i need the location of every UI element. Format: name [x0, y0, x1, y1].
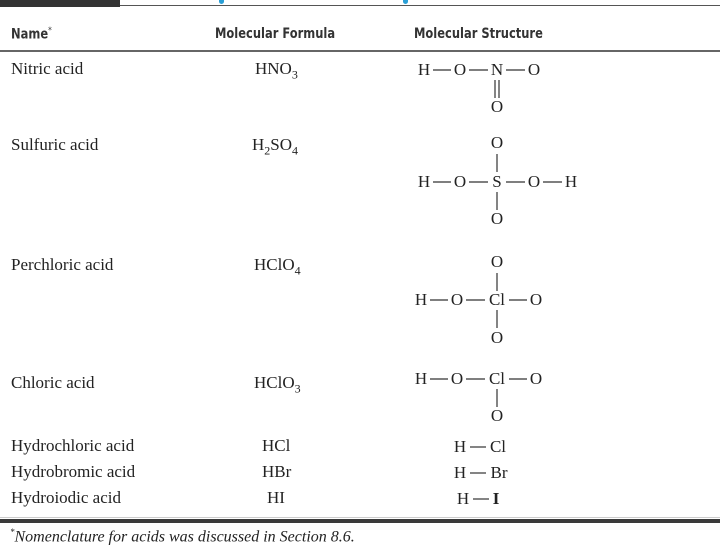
atom: O — [490, 251, 504, 271]
acid-name: Sulfuric acid — [11, 135, 99, 154]
atom: Cl — [489, 436, 507, 456]
atom: Br — [490, 462, 508, 482]
atom: O — [450, 289, 464, 309]
atom: O — [450, 368, 464, 388]
molecular-formula: $H_2SO_4$ — [252, 135, 299, 158]
molecular-formula: HCl — [262, 436, 291, 455]
atom: O — [529, 368, 543, 388]
acid-name: Chloric acid — [11, 373, 95, 392]
acid-name: Perchloric acid — [11, 255, 114, 274]
atom: O — [490, 96, 504, 116]
atom: N — [490, 59, 504, 79]
atom: H — [417, 59, 431, 79]
structure-hydrochloric-acid — [454, 437, 506, 456]
atom: O — [527, 59, 541, 79]
atom: Cl — [488, 368, 506, 388]
acid-name: Hydrochloric acid — [11, 436, 135, 455]
atom: O — [529, 289, 543, 309]
structure-hydroiodic-acid — [457, 489, 500, 508]
atom: Cl — [488, 289, 506, 309]
molecular-formula: HClO$_3$ — [254, 373, 301, 396]
molecular-formula: $HNO_3$ — [255, 59, 298, 82]
atom: H — [456, 488, 470, 508]
atom: O — [490, 132, 504, 152]
table-bottom-thin-rule — [0, 517, 720, 518]
structure-hydrobromic-acid — [454, 463, 508, 482]
molecular-formula: HI — [267, 488, 285, 507]
atom: H — [417, 171, 431, 191]
column-header-name: Name* — [11, 26, 52, 43]
column-header-formula: Molecular Formula — [215, 26, 336, 42]
acid-name: Nitric acid — [11, 59, 84, 78]
column-header-structure: Molecular Structure — [414, 26, 543, 42]
acid-name: Hydrobromic acid — [11, 462, 136, 481]
structure-perchloric-acid — [415, 252, 542, 347]
atom: O — [453, 59, 467, 79]
structure-nitric-acid — [418, 60, 540, 116]
atom: O — [490, 327, 504, 347]
atom: O — [490, 208, 504, 228]
acid-name: Hydroiodic acid — [11, 488, 121, 507]
atom: H — [453, 462, 467, 482]
atom: S — [492, 171, 502, 191]
atom: I — [492, 488, 500, 508]
footnote: *Nomenclature for acids was discussed in Section 8.6. — [10, 527, 355, 546]
atom: O — [453, 171, 467, 191]
atom: H — [414, 368, 428, 388]
structure-chloric-acid — [415, 369, 542, 425]
molecular-formula: HClO$_4$ — [254, 255, 301, 278]
atom: O — [527, 171, 541, 191]
atom: H — [453, 436, 467, 456]
table-bottom-rule — [0, 519, 720, 523]
atom: H — [414, 289, 428, 309]
molecular-formula: HBr — [262, 462, 292, 481]
atom: O — [490, 405, 504, 425]
structure-sulfuric-acid — [418, 133, 577, 228]
atom: H — [564, 171, 578, 191]
